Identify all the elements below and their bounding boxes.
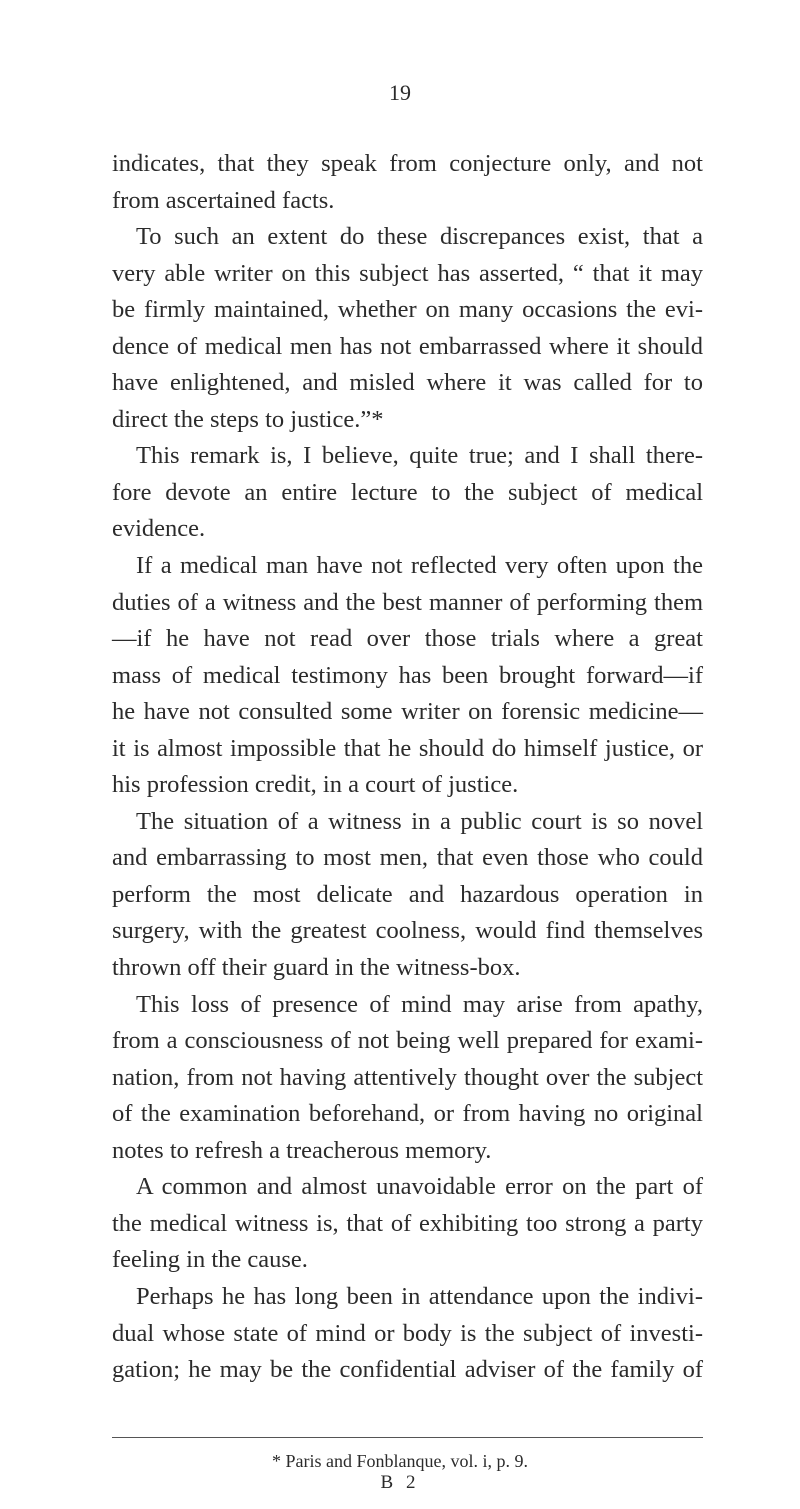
text-line: Perhaps he has long been in attendance upon the indivi- [136, 1282, 703, 1310]
text-line: thrown off their guard in the witness-box. [112, 954, 521, 982]
text-line: mass of medical testimony has been brought forward—if [112, 661, 703, 689]
text-line: from a consciousness of not being well prepared for exami- [112, 1027, 703, 1055]
text-line: duties of a witness and the best manner of performing them [112, 588, 703, 616]
text-line: feeling in the cause. [112, 1246, 308, 1274]
text-line: gation; he may be the confidential adviser of the family of [112, 1356, 703, 1384]
text-line: he have not consulted some writer on forensic medicine— [112, 698, 703, 726]
text-line: A common and almost unavoidable error on the part of [136, 1173, 703, 1201]
text-line: and embarrassing to most men, that even those who could [112, 844, 703, 872]
text-line: of the examination beforehand, or from having no original [112, 1100, 703, 1128]
text-line: have enlightened, and misled where it was called for to [112, 369, 703, 397]
text-line: indicates, that they speak from conjecture only, and not [112, 150, 703, 177]
page-number: 19 [389, 80, 411, 105]
footnote: * Paris and Fonblanque, vol. i, p. 9. [272, 1451, 528, 1471]
text-line: If a medical man have not reflected very often upon the [136, 552, 703, 580]
text-line: The situation of a witness in a public court is so novel [136, 807, 703, 835]
text-line: it is almost impossible that he should do himself justice, or [112, 734, 703, 762]
text-line: nation, from not having attentively thought over the subject [112, 1063, 703, 1091]
text-line: surgery, with the greatest coolness, would find themselves [112, 917, 703, 945]
footnote-rule [112, 1437, 703, 1438]
text-line: direct the steps to justice.”* [112, 405, 384, 433]
text-line: dence of medical men has not embarrassed where it should [112, 332, 703, 360]
body-text [112, 146, 703, 1389]
text-line: This remark is, I believe, quite true; and I shall there- [136, 442, 703, 470]
text-line: To such an extent do these discrepances exist, that a [136, 223, 703, 251]
text-line: from ascertained facts. [112, 186, 335, 214]
text-line: perform the most delicate and hazardous operation in [112, 880, 703, 908]
text-line: very able writer on this subject has asserted, “ that it may [112, 259, 703, 287]
text-line: notes to refresh a treacherous memory. [112, 1136, 492, 1164]
text-line: This loss of presence of mind may arise from apathy, [136, 990, 703, 1018]
text-line: his profession credit, in a court of justice. [112, 771, 519, 799]
text-line: fore devote an entire lecture to the subject of medical [112, 478, 703, 506]
text-line: the medical witness is, that of exhibiting too strong a party [112, 1209, 703, 1237]
text-line: —if he have not read over those trials where a great [112, 625, 703, 653]
signature-mark: B 2 [380, 1472, 420, 1493]
text-line: evidence. [112, 515, 206, 543]
text-line: be firmly maintained, whether on many occasions the evi- [112, 296, 703, 324]
text-line: dual whose state of mind or body is the subject of investi- [112, 1319, 703, 1347]
